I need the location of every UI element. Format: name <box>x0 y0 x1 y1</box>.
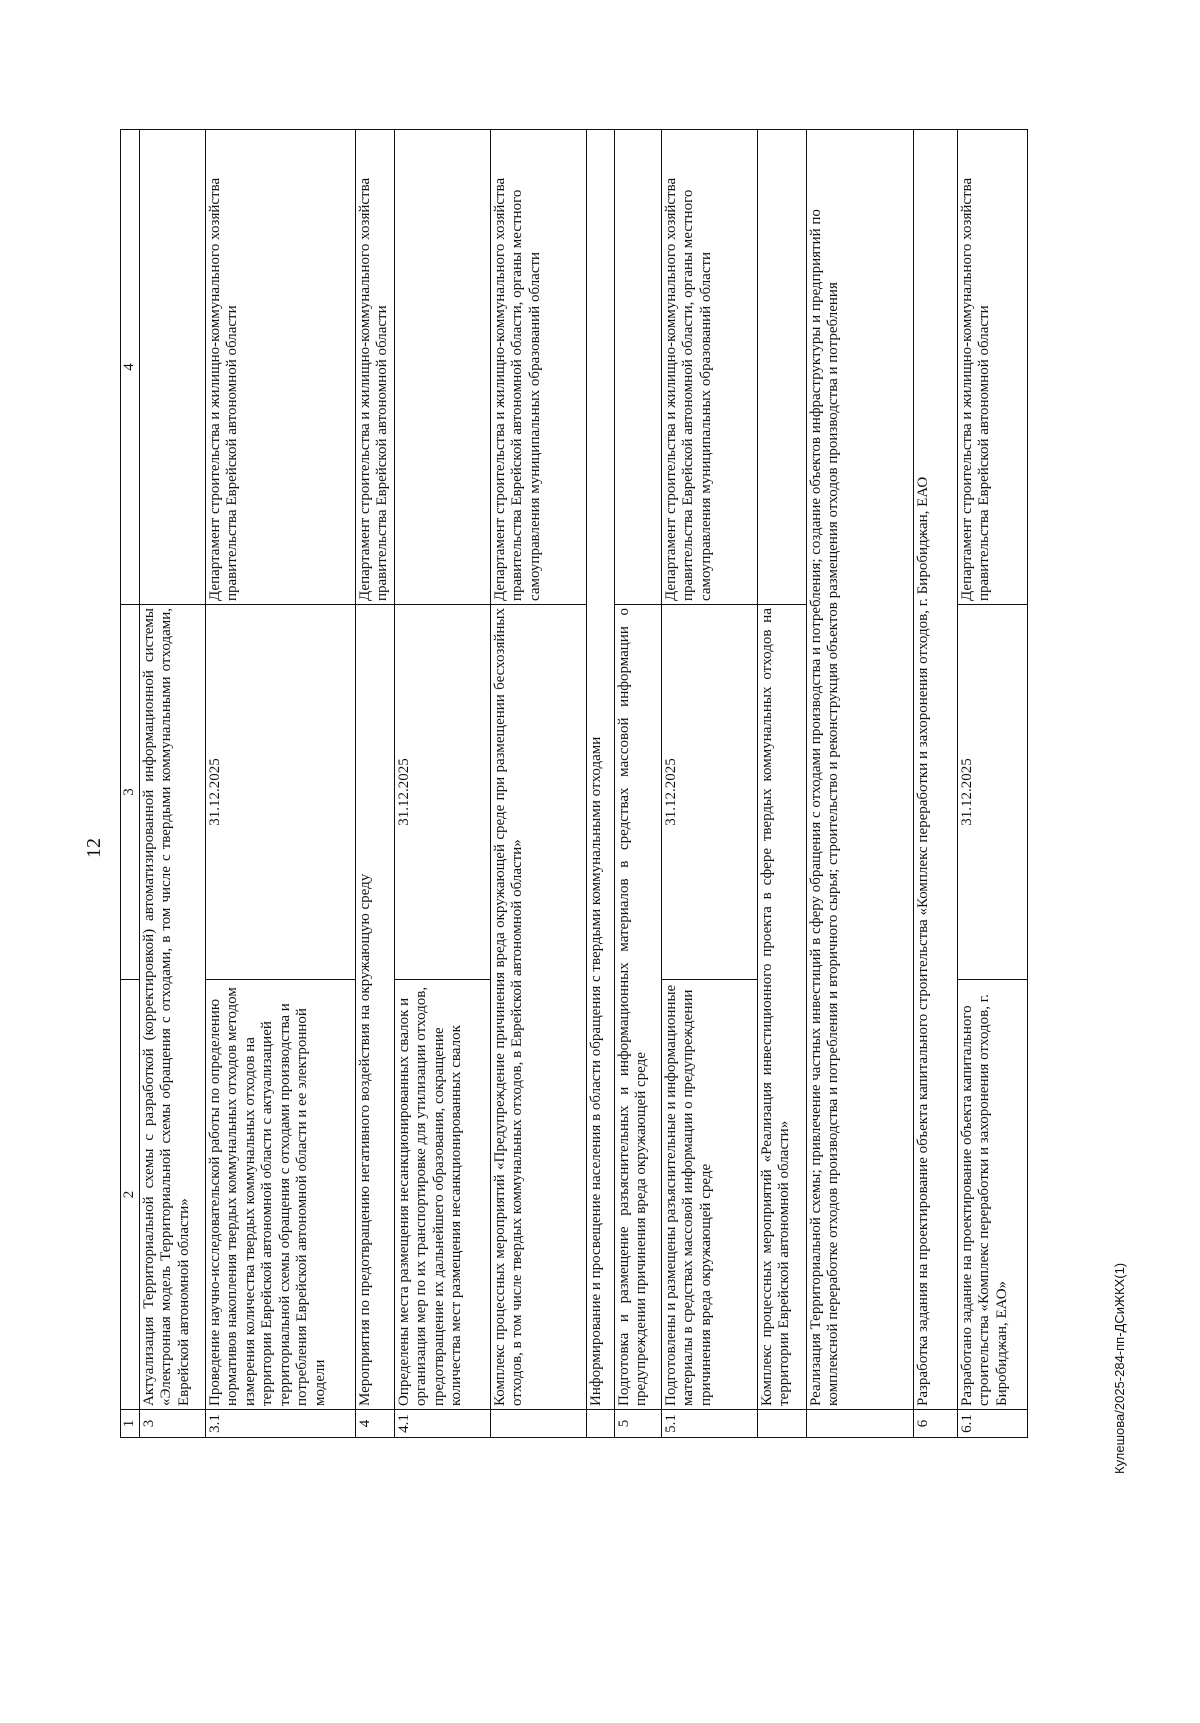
header-cell-1: 1 <box>121 1410 140 1438</box>
table-row <box>614 130 661 1438</box>
table-row <box>586 130 614 1438</box>
row-number-cell: 3.1 <box>205 1410 355 1438</box>
row-number-cell: 3 <box>139 1410 205 1438</box>
table-row <box>394 130 490 1438</box>
responsible-cell: Департамент строительства и жилищно-коммунального хозяйства правительства Еврейской автономной области, органы местного самоуправления муниципальных образований области <box>661 130 757 605</box>
row-number-cell: 5.1 <box>661 1410 757 1438</box>
measure-heading-cell: Комплекс процессных мероприятий «Предупреждение причинения вреда окружающей среде при размещении бесхозяйных отходов, в том числе твердых коммунальных отходов, в Еврейской автономной области» <box>490 605 586 1410</box>
header-cell-2: 2 <box>121 980 140 1410</box>
row-number-cell: 6.1 <box>957 1410 1027 1438</box>
header-cell-4: 4 <box>121 130 140 605</box>
row-number-cell: 6 <box>913 1410 957 1438</box>
responsible-cell <box>757 130 806 605</box>
table-row <box>913 130 957 1438</box>
responsible-cell <box>394 130 490 605</box>
row-number-cell: 4 <box>355 1410 394 1438</box>
measure-heading-cell: Комплекс процессных мероприятий «Реализация инвестиционного проекта в сфере твердых коммунальных отходов на территории Еврейской автономной области» <box>757 605 806 1410</box>
measure-text-cell: Разработано задание на проектирование объекта капитального строительства «Комплекс переработки и захоронения отходов, г. Биробиджан, ЕАО» <box>957 980 1027 1410</box>
row-number-cell <box>806 1410 913 1438</box>
document-code: Кулешова/2025-284-пп-ДСиЖКХ(1) <box>1112 1262 1127 1474</box>
table-row <box>757 130 806 1438</box>
measure-heading-cell: Актуализация Территориальной схемы с разработкой (корректировкой) автоматизированной информационной системы «Электронная модель Территориальной схемы обращения с отходами, в том числе с твердыми коммунальными отходами, Еврейской автономной области» <box>139 605 205 1410</box>
responsible-cell: Департамент строительства и жилищно-коммунального хозяйства правительства Еврейской автономной области <box>957 130 1027 605</box>
measure-heading-cell: Мероприятия по предотвращению негативного воздействия на окружающую среду <box>355 605 394 1410</box>
header-cell-3: 3 <box>121 605 140 980</box>
row-number-cell <box>586 1410 614 1438</box>
deadline-date-cell: 31.12.2025 <box>661 605 757 980</box>
responsible-cell: Департамент строительства и жилищно-коммунального хозяйства правительства Еврейской автономной области <box>205 130 355 605</box>
responsible-cell: Департамент строительства и жилищно-коммунального хозяйства правительства Еврейской автономной области <box>355 130 394 605</box>
measures-table-body <box>121 130 1028 1438</box>
row-number-cell <box>757 1410 806 1438</box>
row-number-cell: 5 <box>614 1410 661 1438</box>
table-header-row <box>121 130 140 1438</box>
measure-text-cell: Определены места размещения несанкционированных свалок и организация мер по их транспортировке для утилизации отходов, предотвращение их дальнейшего образования, сокращение количества мест размещения несанкционированных свалок <box>394 980 490 1410</box>
section-heading-cell: Информирование и просвещение населения в области обращения с твердыми коммунальными отходами <box>586 130 614 1410</box>
measure-heading-cell: Подготовка и размещение разъяснительных и информационных материалов в средствах массовой информации о предупреждении причинения вреда окружающей среде <box>614 605 661 1410</box>
measures-table-container <box>120 130 1073 1438</box>
table-row <box>806 130 913 1438</box>
table-row <box>139 130 205 1438</box>
measures-table <box>120 129 1028 1438</box>
row-number-cell: 4.1 <box>394 1410 490 1438</box>
deadline-date-cell: 31.12.2025 <box>394 605 490 980</box>
table-row <box>355 130 394 1438</box>
responsible-cell <box>614 130 661 605</box>
table-row <box>490 130 586 1438</box>
measure-text-cell: Проведение научно-исследовательской работы по определению нормативов накопления твердых коммунальных отходов методом измерения количества твердых коммунальных отходов на территории Еврейской автономной области с актуализацией территориальной схемы обращения с отходами производства и потребления Еврейской автономной области и ее электронной модели <box>205 980 355 1410</box>
responsible-cell <box>139 130 205 605</box>
measure-text-cell: Подготовлены и размещены разъяснительные и информационные материалы в средствах массовой информации о предупреждении причинения вреда окружающей среде <box>661 980 757 1410</box>
page-number: 12 <box>83 838 105 858</box>
table-row <box>205 130 355 1438</box>
table-row <box>661 130 757 1438</box>
table-row <box>957 130 1027 1438</box>
row-number-cell <box>490 1410 586 1438</box>
responsible-cell: Департамент строительства и жилищно-коммунального хозяйства правительства Еврейской автономной области, органы местного самоуправления муниципальных образований области <box>490 130 586 605</box>
section-heading-cell: Разработка задания на проектирование объекта капитального строительства «Комплекс переработки и захоронения отходов, г. Биробиджан, ЕАО <box>913 130 957 1410</box>
deadline-date-cell: 31.12.2025 <box>957 605 1027 980</box>
deadline-date-cell: 31.12.2025 <box>205 605 355 980</box>
section-heading-cell: Реализация Территориальной схемы; привлечение частных инвестиций в сферу обращения с отходами производства и потребления; создание объектов инфраструктуры и предприятий по комплексной переработке отходов производства и потребления и вторичного сырья; строительство и реконструкция объектов размещения отходов производства и потребления <box>806 130 913 1410</box>
